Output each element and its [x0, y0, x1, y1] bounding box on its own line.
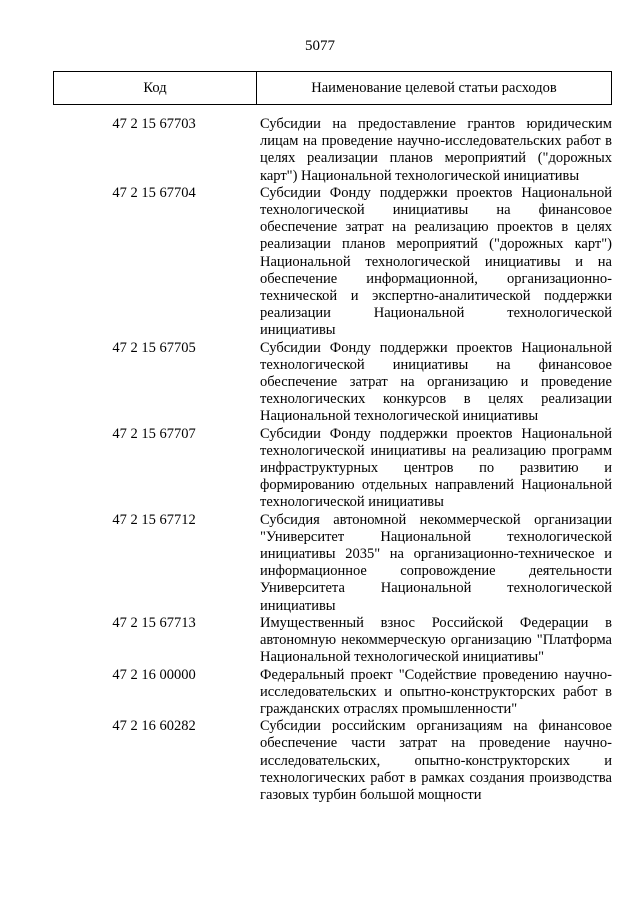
row-code: 47 2 15 67703 — [112, 116, 196, 132]
table-body — [53, 116, 612, 804]
row-name: Субсидии Фонду поддержки проектов Национальной технологической инициативы на реализацию программ инфраструктурных центров по развитию и формированию отдельных направлений Национальной технологической инициативы — [260, 425, 612, 511]
table-row — [53, 615, 612, 667]
table-header — [53, 71, 612, 105]
header-code: Код — [54, 72, 257, 104]
table-row — [53, 426, 612, 512]
row-code: 47 2 16 00000 — [112, 666, 196, 683]
row-name: Субсидия автономной некоммерческой организации "Университет Национальной технологической инициативы 2035" на организационно-техническое и информационное сопровождение деятельности Университета Национальной технологической инициативы — [260, 511, 612, 614]
row-name: Субсидии Фонду поддержки проектов Национальной технологической инициативы на финансовое обеспечение затрат на организацию и проведение технологических конкурсов в целях реализации Национальной технологической инициативы — [260, 339, 612, 425]
row-code: 47 2 15 67705 — [112, 339, 196, 356]
table-row — [53, 512, 612, 615]
row-name: Субсидии Фонду поддержки проектов Национальной технологической инициативы на финансовое обеспечение затрат на реализацию проектов в целях реализации планов мероприятий ("дорожных карт") Национальной технологической инициативы и на обеспечение информационной, организационно-технической и экспертно-аналитической поддержки реализации Национальной технологической инициативы — [260, 184, 612, 339]
header-name: Наименование целевой статьи расходов — [311, 79, 557, 96]
row-name: Субсидии на предоставление грантов юридическим лицам на проведение научно-исследовательских работ в целях реализации планов мероприятий ("дорожных карт") Национальной технологической инициативы — [260, 116, 612, 184]
table-row — [53, 340, 612, 426]
table-row — [53, 667, 612, 719]
row-code: 47 2 15 67704 — [112, 184, 196, 201]
row-code: 47 2 16 60282 — [112, 718, 196, 735]
table-row — [53, 116, 612, 185]
row-code: 47 2 15 67707 — [112, 425, 196, 442]
row-name: Субсидии российским организациям на финансовое обеспечение части затрат на проведение научно-исследовательских, опытно-конструкторских и технологических работ в рамках создания производства газовых турбин большой мощности — [260, 718, 612, 803]
row-code: 47 2 15 67712 — [112, 511, 196, 528]
page-number: 5077 — [305, 38, 335, 54]
row-name: Федеральный проект "Содействие проведению научно-исследовательских и опытно-конструкторских работ в гражданских отраслях промышленности" — [260, 666, 612, 717]
table-row — [53, 718, 612, 804]
row-code: 47 2 15 67713 — [112, 614, 196, 631]
row-name: Имущественный взнос Российской Федерации в автономную некоммерческую организацию "Платформа Национальной технологической инициативы" — [260, 614, 612, 666]
table-row — [53, 185, 612, 340]
